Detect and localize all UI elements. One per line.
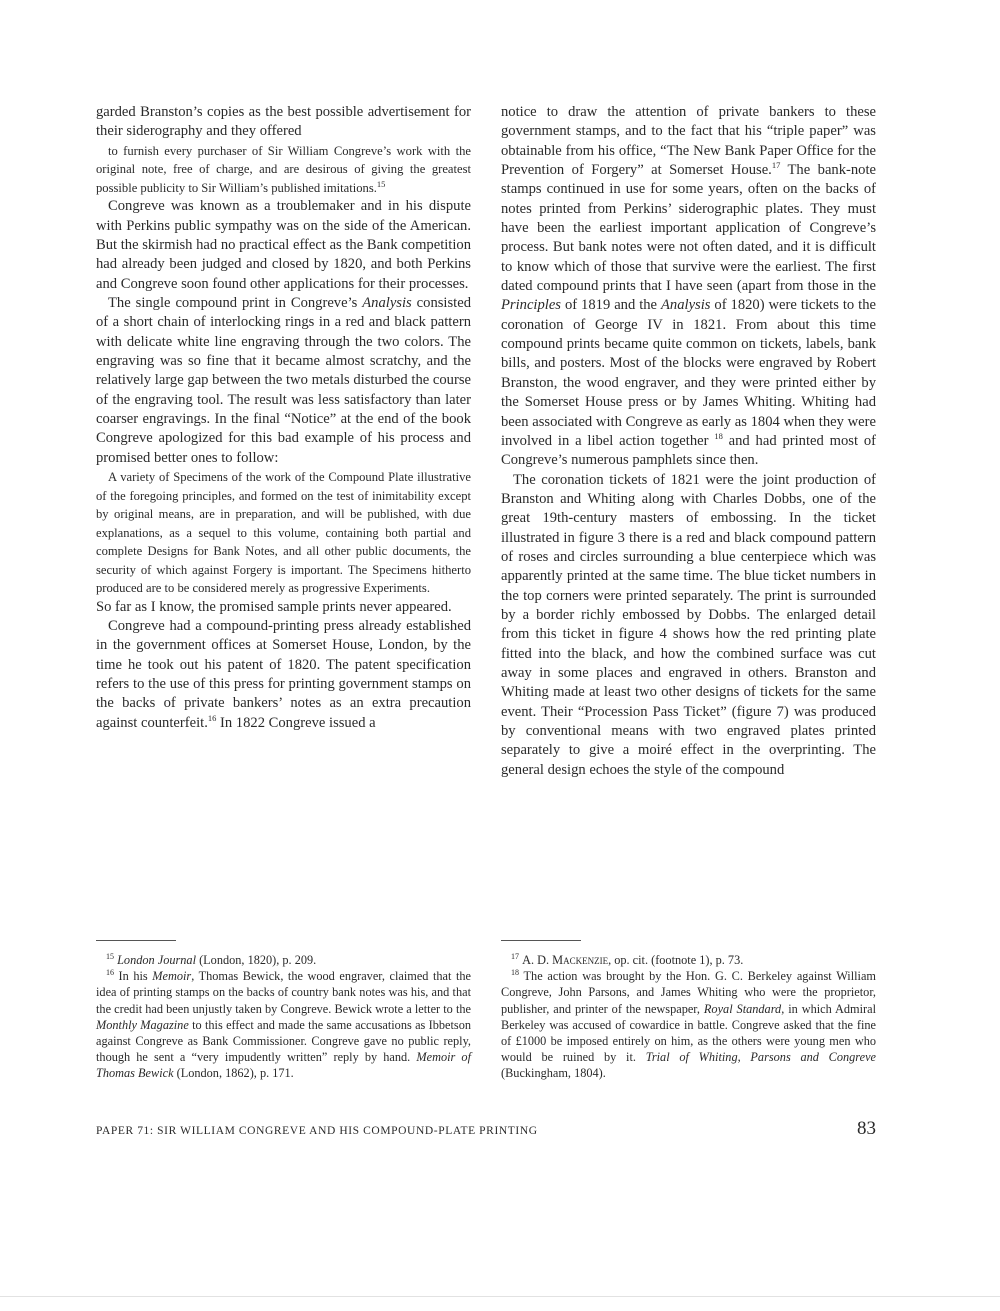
footnotes-right: [501, 952, 876, 1082]
footnote-ref: 17: [771, 160, 781, 171]
paragraph: [96, 294, 471, 468]
footnote-rule: [96, 940, 176, 941]
italic-title: Royal Standard: [703, 1001, 782, 1016]
footnote-number: 15: [106, 951, 114, 961]
paragraph: garded Branston’s copies as the best possible advertisement for their siderography and they offered: [96, 104, 471, 140]
text-run: , Thomas Bewick, the wood engraver, claimed that the idea of printing stamps on the backs of country bank notes was his, and that the credit had been unjustly taken by Congreve. Bewick wrote a letter to the: [96, 969, 471, 1016]
text-run: notice to draw the attention of private bankers to these government stamps, and to the fact that his “triple paper” was obtainable from his office, “The New Bank Paper Office for the Prevention of Forgery” at Somerset House.: [501, 104, 876, 179]
italic-title: Monthly Magazine: [96, 1017, 189, 1032]
text-run: The action was brought by the Hon. G. C. Berkeley against William Congreve, John Parsons, and James Whiting who were the proprietor, publisher, and printer of the newspaper,: [501, 969, 876, 1016]
block-quote: [96, 142, 471, 198]
text-run: The bank-note stamps continued in use for some years, often on the backs of notes printed from Perkins’ siderographic plates. They must have been the earliest important application of Congreve’s process. But bank notes were not often dated, and it is difficult to know which of those that survive were the earliest. The first dated compound prints that I have seen (apart from those in the: [501, 162, 877, 295]
italic-title: London Journal: [117, 953, 196, 967]
page-number: 83: [857, 1118, 876, 1139]
quote-text: to furnish every purchaser of Sir William Congreve’s work with the original note, free of charge, and are desirous of giving the greatest possible publicity to Sir William’s published imitations.: [96, 143, 471, 195]
footnote-rule: [501, 940, 581, 941]
text-run: (London, 1820), p. 209.: [196, 953, 317, 967]
footnote-number: 16: [106, 968, 114, 978]
italic-title: Principles: [501, 297, 561, 314]
text-run: , in which Admiral Berkeley was accused of cowardice in battle. Congreve asked that the fine of £1000 be imposed entirely on him, as the others were young men who would be ruined by it.: [501, 1001, 876, 1065]
text-run: to this effect and made the same accusations as Ibbetson against Congreve as Bank Commissioner. Congreve gave no public reply, though he sent a “very impudently written” reply by hand.: [96, 1017, 471, 1065]
paragraph: [501, 103, 876, 471]
italic-title: Memoir: [152, 969, 192, 984]
text-run: consisted of a short chain of interlocking rings in a red and black pattern with delicate white line engraving through the two colors. The engraving was so fine that it became almost scratchy, and the relatively large gap between the two metals disturbed the course of the engraving tool. The result was less satisfactory than later coarser engravings. In the final “Notice” at the end of the book Congreve apologized for this bad example of his process and promised better ones to follow:: [96, 294, 471, 466]
paragraph: [96, 617, 471, 733]
footnote: [501, 968, 876, 1081]
text-run: (London, 1862), p. 171.: [173, 1066, 294, 1081]
text-run: of 1819 and the: [561, 297, 661, 314]
scan-edge-line: [0, 1296, 1000, 1297]
text-run: In 1822 Congreve issued a: [216, 714, 376, 731]
paragraph: The coronation tickets of 1821 were the joint production of Branston and Whiting along with Charles Dobbs, one of the great 19th-century masters of embossing. In the ticket illustrated in figure 3 there is a red and black compound pattern of roses and circles surrounding a blue centerpiece which was apparently printed at the same time. The blue ticket numbers in the top corners were printed separately. The print is surrounded by a border richly embossed by Dobbs. The enlarged detail from this ticket in figure 4 shows how the red printing plate fitted into the black, and how the combined surface was cut away in some places and engraved in others. Branston and Whiting made at least two other designs of tickets for the same event. Their “Procession Pass Ticket” (figure 7) was produced by conventional means with two engraved plates printed separately to give a moiré effect in the overprinting. The general design echoes the style of the compound: [501, 471, 876, 778]
right-column: [501, 103, 876, 780]
footnote-ref: 16: [207, 712, 217, 723]
italic-title: Analysis: [362, 294, 412, 311]
author-name: A. D. Mackenzie: [522, 953, 609, 967]
italic-title: Memoir of Thomas Bewick: [96, 1050, 471, 1081]
footnote-number: 18: [511, 968, 519, 978]
block-quote: A variety of Specimens of the work of the Compound Plate illustrative of the foregoing principles, and formed on the test of inimitability except by original means, are in preparation, and will be published, with due explanations, as a sequel to this volume, containing both partial and complete Designs for Bank Notes, and all other public documents, the security of which against Forgery is important. The Specimens hitherto produced are to be considered merely as progressive Experiments.: [96, 470, 471, 595]
page-footer: [96, 1118, 876, 1140]
footnote: [96, 968, 471, 1081]
footnote-ref: 18: [714, 430, 723, 441]
text-run: The single compound print in Congreve’s: [108, 294, 363, 311]
footnote: [501, 952, 876, 968]
text-run: and had printed most of Congreve’s numerous pamphlets since then.: [501, 432, 876, 469]
text-run: (Buckingham, 1804).: [501, 1066, 606, 1081]
text-run: , op. cit. (footnote 1), p. 73.: [608, 953, 744, 967]
footnote-number: 17: [511, 951, 519, 961]
text-run: In his: [114, 969, 153, 984]
text-run: Congreve had a compound-printing press already established in the government offices at Somerset House, London, by the time he took out his patent of 1820. The patent specification refers to the use of this press for printing government stamps on the backs of private bankers’ notes as an extra precaution against counterfeit.: [96, 617, 471, 731]
paragraph: So far as I know, the promised sample prints never appeared.: [96, 598, 452, 615]
paragraph: Congreve was known as a troublemaker and in his dispute with Perkins public sympathy was on the side of the American. But the skirmish had no practical effect as the Bank competition had already been judged and closed by 1820, and both Perkins and Congreve soon found other applications for their processes.: [96, 198, 472, 292]
footnotes-left: [96, 952, 471, 1082]
footnote: [96, 952, 471, 968]
italic-title: Trial of Whiting, Parsons and Congreve: [645, 1050, 877, 1065]
running-head: PAPER 71: SIR WILLIAM CONGREVE AND HIS COMPOUND-PLATE PRINTING: [96, 1125, 538, 1137]
footnote-ref: 15: [376, 178, 386, 189]
text-run: of 1820) were tickets to the coronation of George IV in 1821. From about this time compound prints became quite common on tickets, labels, bank bills, and posters. Most of the blocks were engraved by Robert Branston, the wood engraver, and they were printed either by the Somerset House press or by James Whiting. Whiting had been associated with Congreve as early as 1804 when they were involved in a libel action together: [501, 297, 876, 449]
italic-title: Analysis: [661, 297, 711, 314]
left-column: [96, 103, 471, 733]
